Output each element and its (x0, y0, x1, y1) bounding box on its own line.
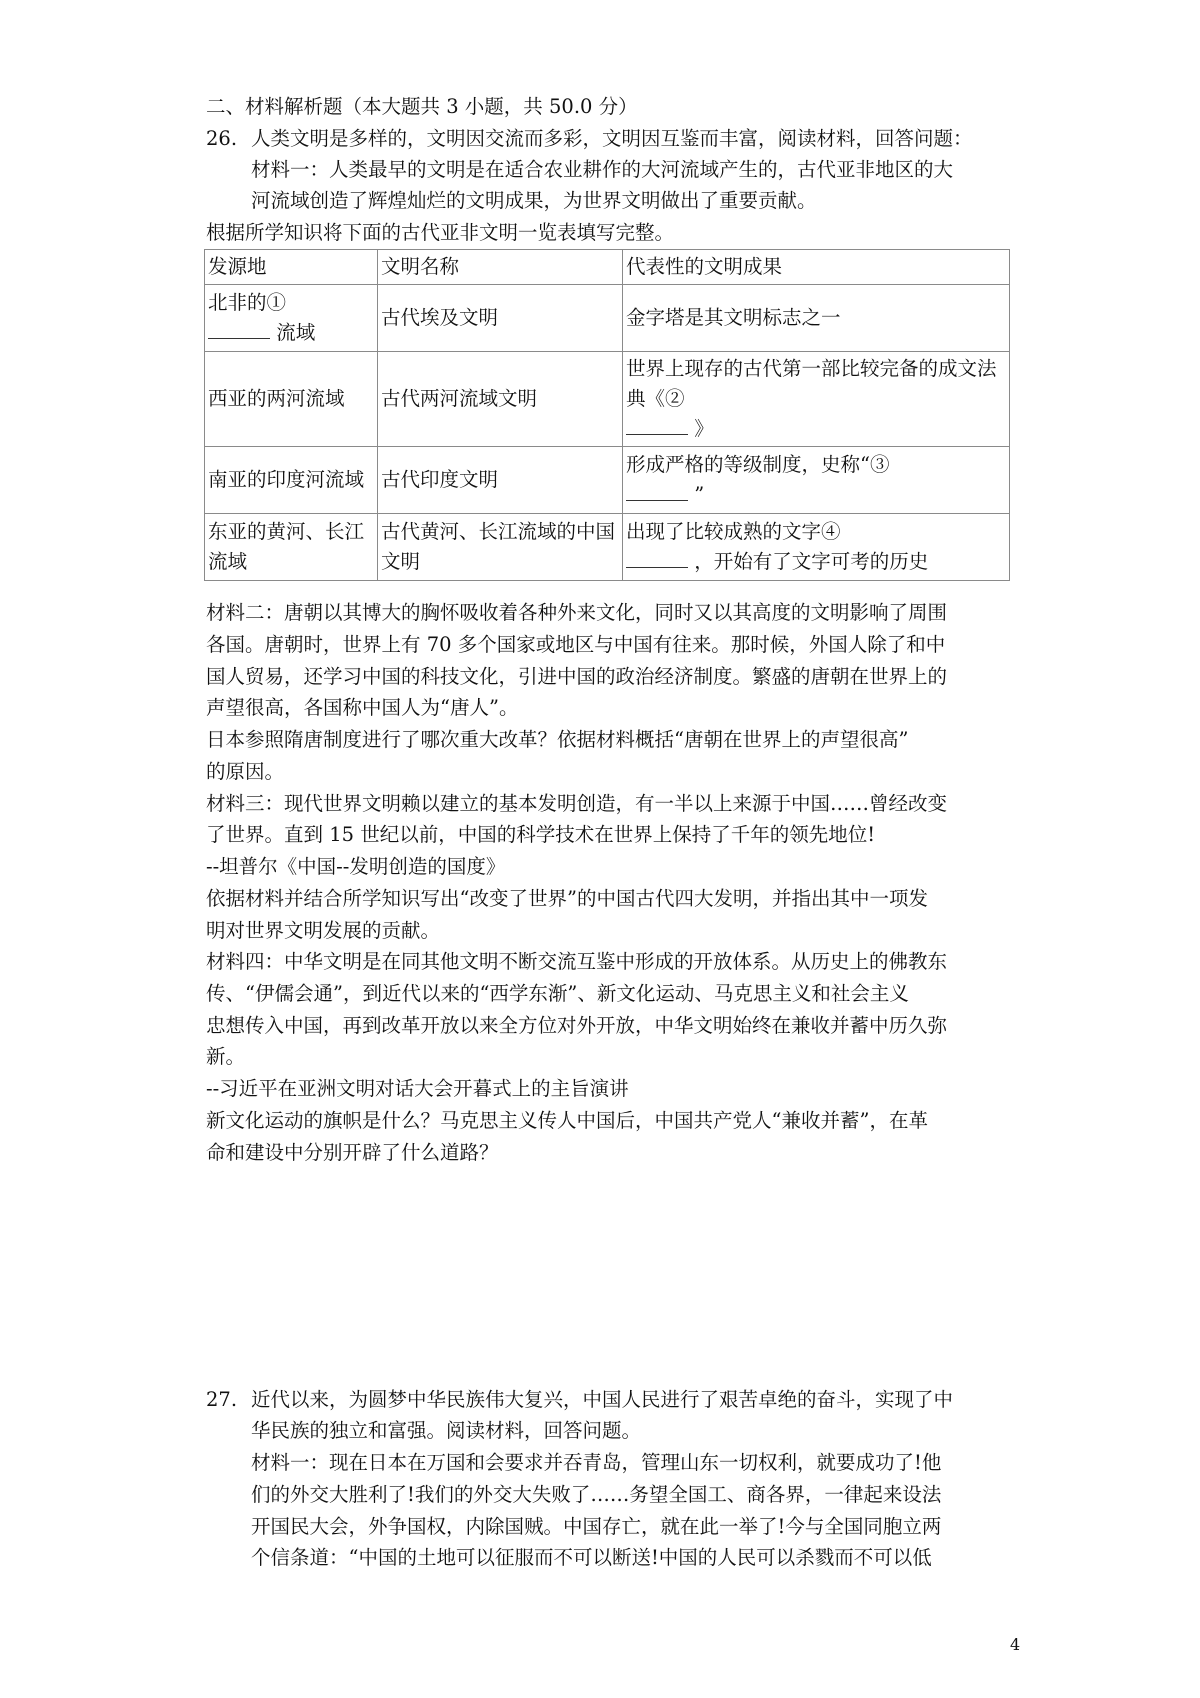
q26-question2-line: 的原因。 (206, 760, 285, 783)
q26-material3-line: 材料三：现代世界文明赖以建立的基本发明创造，有一半以上来源于中国……曾经改变 (206, 792, 948, 815)
q26-material4-line: 忠想传入中国，再到改革开放以来全方位对外开放，中华文明始终在兼收并蓄中历久弥 (206, 1014, 948, 1037)
q26-material4-line: 传、“伊儒会通”，到近代以来的“西学东渐”、新文化运动、马克思主义和社会主义 (206, 982, 909, 1005)
table-header-row (205, 250, 1010, 285)
origin-suffix: 流域 (276, 321, 316, 344)
table-cell-name: 古代黄河、长江流域的中国文明 (378, 514, 623, 581)
achievement-text: 出现了比较成熟的文字④ (626, 520, 841, 543)
q27-material1-line: 材料一：现在日本在万国和会要求并吞青岛，管理山东一切权利，就要成功了!他 (251, 1451, 942, 1474)
table-cell-origin: 东亚的黄河、长江流域 (205, 514, 378, 581)
table-header-cell: 文明名称 (378, 250, 623, 285)
question-27-number: 27. (206, 1388, 238, 1411)
q26-material4-line: 材料四：中华文明是在同其他文明不断交流互鉴中形成的开放体系。从历史上的佛教东 (206, 950, 948, 973)
q27-material1-line: 开国民大会，外争国权，内除国贼。中国存亡，就在此一举了!今与全国同胞立两 (251, 1515, 942, 1538)
q27-stem-line: 近代以来，为圆梦中华民族伟大复兴，中国人民进行了艰苦卓绝的奋斗，实现了中 (251, 1388, 954, 1411)
section-title: 二、材料解析题（本大题共 3 小题，共 50.0 分） (206, 95, 638, 118)
table-row (205, 285, 1010, 352)
question-26-number: 26. (206, 127, 238, 150)
table-cell-name: 古代两河流域文明 (378, 352, 623, 447)
q26-material1-line1: 材料一：人类最早的文明是在适合农业耕作的大河流域产生的，古代亚非地区的大 (251, 158, 954, 181)
q26-material2-line: 各国。唐朝时，世界上有 70 多个国家或地区与中国有往来。那时候，外国人除了和中 (206, 633, 946, 656)
answer-blank-4 (626, 549, 688, 568)
civilization-table (204, 249, 1010, 581)
q26-table-intro: 根据所学知识将下面的古代亚非文明一览表填写完整。 (206, 221, 675, 244)
q26-material1-line2: 河流域创造了辉煌灿烂的文明成果，为世界文明做出了重要贡献。 (251, 189, 817, 212)
table-cell-name: 古代印度文明 (378, 447, 623, 514)
achievement-suffix: 》 (694, 417, 714, 440)
q26-material4-source: --习近平在亚洲文明对话大会开暮式上的主旨演讲 (206, 1077, 629, 1100)
achievement-text: 形成严格的等级制度，史称“③ (626, 453, 890, 476)
table-row (205, 447, 1010, 514)
table-cell-origin: 西亚的两河流域 (205, 352, 378, 447)
q27-material1-line: 个信条道：“中国的土地可以征服而不可以断送!中国的人民可以杀戮而不可以低 (251, 1546, 932, 1569)
q26-material4-line: 新。 (206, 1045, 246, 1068)
table-cell-achievement (623, 514, 1010, 581)
q26-question4-line: 命和建设中分别开辟了什么道路？ (206, 1141, 499, 1164)
table-cell-achievement (623, 447, 1010, 514)
table-header-cell: 发源地 (205, 250, 378, 285)
achievement-text: 金字塔是其文明标志之一 (626, 306, 841, 329)
question-26-stem: 人类文明是多样的，文明因交流而多彩，文明因互鉴而丰富，阅读材料，回答问题： (251, 127, 973, 150)
table-cell-name: 古代埃及文明 (378, 285, 623, 352)
table-cell-origin (205, 285, 378, 352)
page-number: 4 (1010, 1635, 1021, 1654)
table-cell-origin: 南亚的印度河流域 (205, 447, 378, 514)
table-row (205, 352, 1010, 447)
table-cell-achievement (623, 352, 1010, 447)
q26-material2-line: 材料二：唐朝以其博大的胸怀吸收着各种外来文化，同时又以其高度的文明影响了周围 (206, 601, 948, 624)
q26-question4-line: 新文化运动的旗帜是什么？马克思主义传人中国后，中国共产党人“兼收并蓄”，在革 (206, 1109, 928, 1132)
answer-blank-2 (626, 416, 688, 435)
q26-material3-source: --坦普尔《中国--发明创造的国度》 (206, 855, 506, 878)
q27-stem-line: 华民族的独立和富强。阅读材料，回答问题。 (251, 1419, 642, 1442)
table-row (205, 514, 1010, 581)
answer-blank-3 (626, 482, 688, 501)
q26-question3-line: 依据材料并结合所学知识写出“改变了世界”的中国古代四大发明，并指出其中一项发 (206, 887, 928, 910)
origin-text: 北非的① (208, 291, 287, 314)
achievement-text: 世界上现存的古代第一部比较完备的成文法典《② (626, 357, 997, 410)
answer-blank-1 (208, 320, 270, 339)
q27-material1-line: 们的外交大胜利了!我们的外交大失败了……务望全国工、商各界，一律起来设法 (251, 1483, 942, 1506)
q26-question3-line: 明对世界文明发展的贡献。 (206, 919, 441, 942)
achievement-suffix: ” (694, 483, 705, 506)
q26-question2-line: 日本参照隋唐制度进行了哪次重大改革？依据材料概括“唐朝在世界上的声望很高” (206, 728, 909, 751)
q26-material2-line: 声望很高，各国称中国人为“唐人”。 (206, 696, 519, 719)
table-cell-achievement (623, 285, 1010, 352)
achievement-suffix: ，开始有了文字可考的历史 (694, 550, 929, 573)
table-header-cell: 代表性的文明成果 (623, 250, 1010, 285)
q26-material3-line: 了世界。直到 15 世纪以前，中国的科学技术在世界上保持了千年的领先地位! (206, 823, 876, 846)
q26-material2-line: 国人贸易，还学习中国的科技文化，引进中国的政治经济制度。繁盛的唐朝在世界上的 (206, 665, 948, 688)
